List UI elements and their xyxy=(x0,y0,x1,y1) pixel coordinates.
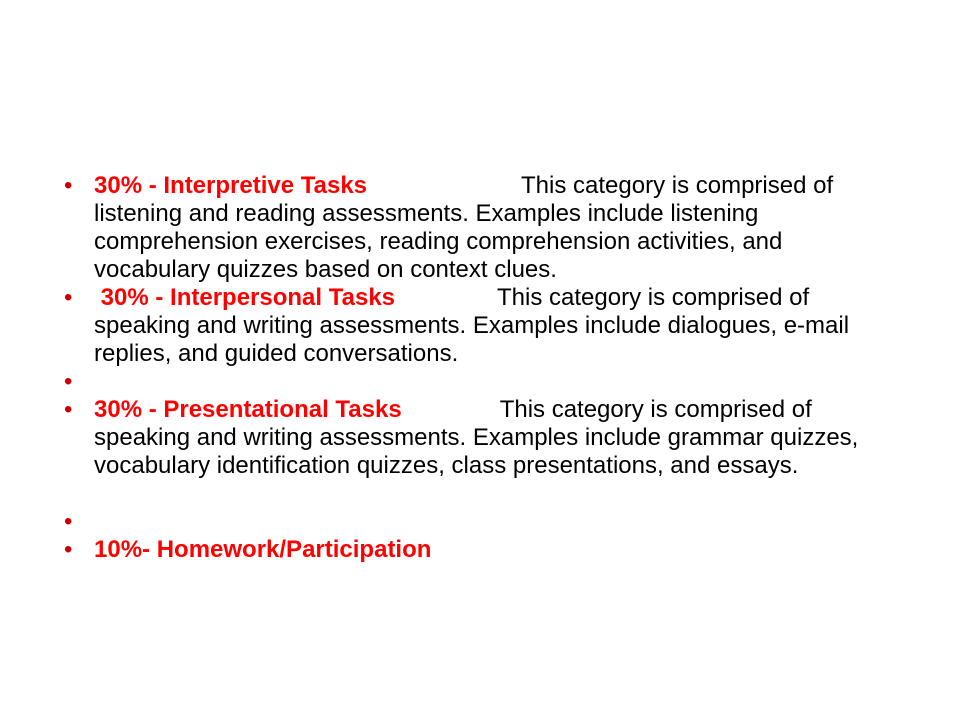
list-item-interpretive xyxy=(64,172,904,284)
item-heading: 30% - Presentational Tasks xyxy=(94,396,402,423)
item-body: This category is comprised of listening and reading assessments. Examples include listening comprehension exercises, reading comprehension activities, and vocabulary quizzes based on context clues. xyxy=(94,172,834,283)
list-item-homework xyxy=(64,536,904,564)
bullet-glyph: • xyxy=(64,396,73,423)
bullet-glyph: • xyxy=(64,368,73,395)
bullet-glyph: • xyxy=(64,172,73,199)
bullet-glyph: • xyxy=(64,508,73,535)
item-heading: 30% - Interpretive Tasks xyxy=(94,172,368,199)
list-item-content xyxy=(94,172,904,284)
list-item-presentational xyxy=(64,396,904,480)
bullet-glyph: • xyxy=(64,284,73,311)
bullet-glyph: • xyxy=(64,536,73,563)
list-item-content xyxy=(94,536,904,564)
list-item-interpersonal xyxy=(64,284,904,368)
list-item-content xyxy=(94,396,904,480)
list-item-content xyxy=(94,284,904,368)
item-body: This category is comprised of speaking and writing assessments. Examples include grammar quizzes, vocabulary identification quizzes, class presentations, and essays. xyxy=(94,396,859,479)
item-heading: 10%- Homework/Participation xyxy=(94,536,432,563)
item-body: This category is comprised of speaking and writing assessments. Examples include dialogues, e-mail replies, and guided conversations. xyxy=(94,284,850,367)
item-heading: 30% - Interpersonal Tasks xyxy=(94,284,396,311)
